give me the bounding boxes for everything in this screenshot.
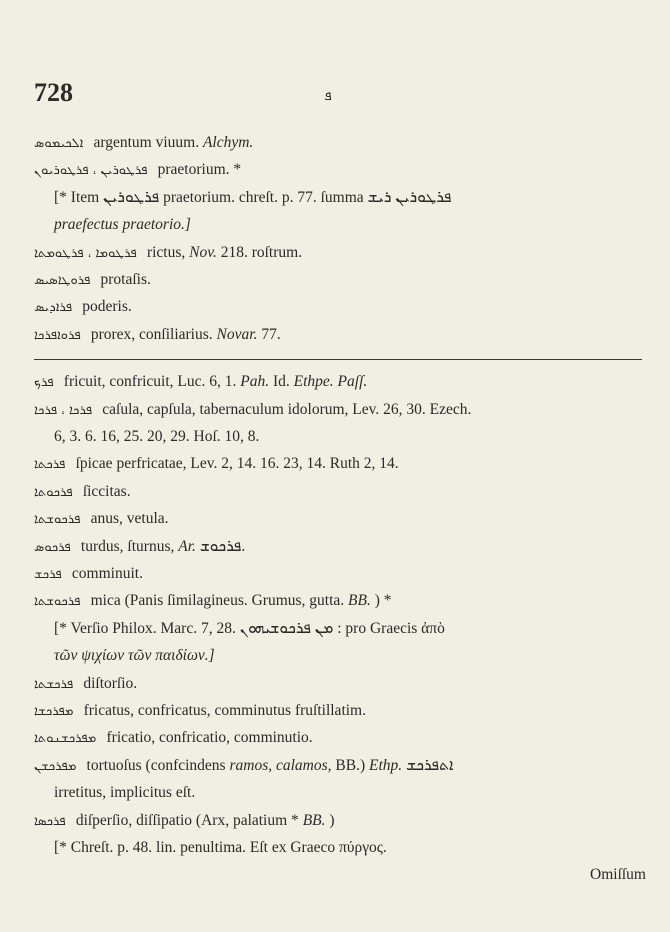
latin-text: 77. bbox=[261, 325, 281, 343]
latin-text: mica (Panis ſimilagineus. Grumus, gutta. bbox=[90, 592, 349, 610]
entry-line bbox=[34, 244, 302, 262]
latin-text: ܐܬܦܪܟܫ bbox=[406, 756, 454, 774]
latin-text: caſula, capſula, tabernaculum idolorum, Lev. 26, 30. Ezech. bbox=[102, 400, 472, 418]
italic-reference: praefectus praetorio.] bbox=[54, 216, 191, 234]
entry-line bbox=[54, 784, 195, 802]
latin-text: fricatus, confricatus, comminutus fruſtillatim. bbox=[83, 702, 366, 719]
entry-line bbox=[34, 483, 131, 501]
latin-text: rictus, bbox=[146, 243, 190, 261]
latin-text: ܦܪܟܘܫ. bbox=[199, 537, 246, 555]
latin-text: prorex, conſiliarius. bbox=[90, 325, 217, 343]
entry-line bbox=[34, 675, 137, 693]
italic-reference: BB. bbox=[348, 592, 375, 610]
syriac-headword: ܐܠܟܝܡܘܣ bbox=[34, 136, 88, 151]
entry-line bbox=[34, 510, 169, 528]
entry-line bbox=[34, 326, 281, 344]
latin-text: ſpicae perfricatae, Lev. 2, 14. 16. 23, 14. Ruth 2, 14. bbox=[75, 455, 399, 473]
entry-line bbox=[34, 538, 245, 556]
latin-text: tortuoſus (confcindens bbox=[86, 756, 230, 774]
syriac-headword: ܦܪܛܘܪܝܢ ، ܦܪܛܘܪܝܘܢ bbox=[34, 163, 152, 179]
italic-reference: Novar. bbox=[216, 325, 262, 343]
latin-text: anus, vetula. bbox=[90, 510, 169, 528]
entry-line bbox=[54, 216, 191, 234]
entry-line bbox=[34, 729, 313, 747]
italic-reference: ramos, calamos, bbox=[229, 756, 336, 774]
entry-line bbox=[34, 565, 143, 583]
latin-text: fricatio, confricatio, comminutio. bbox=[106, 729, 313, 747]
latin-text: [* Item ܦܪܛܘܪܝܢ praetorium. chreſt. p. 77. ſumma ܦܪܛܘܪܝܢ ܪܝܫ bbox=[54, 188, 452, 206]
syriac-headword: ܦܪܛܘܡܐ ، ܦܪܛܘܡܬܐ bbox=[34, 245, 141, 261]
syriac-headword: ܦܪܟܘܫܬܐ bbox=[34, 594, 85, 610]
latin-text: diſtorſio. bbox=[83, 674, 138, 692]
latin-text: poderis. bbox=[82, 298, 132, 316]
italic-reference: Alchym. bbox=[202, 134, 254, 151]
latin-text: 218. roſtrum. bbox=[220, 243, 303, 261]
syriac-headword: ܦܪܘܛܐܣܝܣ bbox=[34, 273, 95, 288]
syriac-headword: ܦܪܟܘܫܬܐ bbox=[34, 512, 85, 528]
italic-reference: Nov. bbox=[189, 243, 221, 261]
entry-line bbox=[34, 812, 335, 830]
syriac-headword: ܦܪܟܣܐ bbox=[34, 813, 70, 829]
italic-reference: Ethpe. Paſſ. bbox=[293, 373, 368, 391]
latin-text: protaſis. bbox=[100, 271, 151, 288]
latin-text: ) bbox=[329, 811, 335, 829]
syriac-headword: ܡܦܪܟܫܢ bbox=[34, 758, 81, 774]
syriac-headword: ܦܪܟܬܐ bbox=[34, 457, 70, 473]
italic-reference: Pah. bbox=[240, 373, 273, 391]
entry-line bbox=[34, 161, 241, 179]
entry-line bbox=[54, 839, 387, 857]
entry-line bbox=[34, 702, 366, 720]
latin-text: irretitus, implicitus eſt. bbox=[54, 784, 196, 802]
latin-text: ſiccitas. bbox=[82, 482, 131, 500]
latin-text: Omiſſum bbox=[590, 866, 646, 884]
latin-text: [* Chreſt. p. 48. lin. penultima. Eſt ex Graeco πύργος. bbox=[54, 839, 387, 856]
latin-text: BB.) bbox=[335, 756, 369, 774]
italic-reference: BB. bbox=[302, 811, 330, 829]
syriac-headword: ܦܪܘܐܦܪܟܐ bbox=[34, 327, 85, 343]
entry-line bbox=[34, 298, 132, 316]
entry-line bbox=[34, 757, 453, 775]
syriac-headword: ܦܪܟܫܬܐ bbox=[34, 676, 78, 692]
latin-text: praetorium. * bbox=[157, 161, 242, 179]
latin-text: Id. bbox=[272, 373, 294, 391]
latin-text: argentum viuum. bbox=[93, 134, 203, 151]
entry-line bbox=[34, 271, 151, 289]
syriac-headword: ܡܦܪܟܫܐ bbox=[34, 704, 78, 719]
latin-text: diſperſio, diſſipatio (Arx, palatium * bbox=[75, 811, 303, 829]
entry-line bbox=[34, 373, 367, 391]
entry-line bbox=[54, 647, 215, 665]
entry-line bbox=[590, 866, 646, 884]
entry-line bbox=[34, 401, 471, 419]
header-letter: ܦ bbox=[324, 88, 332, 104]
entry-line bbox=[34, 592, 392, 610]
entry-line bbox=[34, 455, 399, 473]
entry-line bbox=[54, 620, 445, 638]
syriac-headword: ܦܪܟܘܣ bbox=[34, 539, 75, 555]
latin-text: [* Verſio Philox. Marc. 7, 28. ܡܢ ܦܪܟܘܫܝܗܘܢ : pro Graecis ἀπὸ bbox=[54, 619, 445, 637]
italic-reference: τῶν ψιχίων τῶν παιδίων.] bbox=[54, 647, 215, 665]
latin-text: 6, 3. 6. 16, 25. 20, 29. Hoſ. 10, 8. bbox=[54, 428, 260, 445]
latin-text: comminuit. bbox=[71, 565, 143, 582]
page-header bbox=[34, 74, 634, 114]
syriac-headword: ܦܪܟܘܬܐ bbox=[34, 484, 77, 500]
syriac-headword: ܦܪܟ bbox=[34, 375, 58, 391]
italic-reference: Ethp. bbox=[368, 756, 407, 774]
section-divider bbox=[34, 359, 642, 360]
entry-line bbox=[54, 428, 259, 446]
latin-text: fricuit, confricuit, Luc. 6, 1. bbox=[63, 373, 241, 391]
latin-text: ) * bbox=[374, 592, 392, 610]
syriac-headword: ܦܪܟܫ bbox=[34, 567, 66, 582]
page-number: 728 bbox=[34, 78, 73, 107]
italic-reference: Ar. bbox=[178, 537, 200, 555]
entry-line bbox=[54, 189, 451, 207]
entry-line bbox=[34, 134, 253, 152]
syriac-headword: ܡܦܪܟܫܢܘܬܐ bbox=[34, 731, 101, 747]
syriac-headword: ܦܪܟܐ ، ܦܪܟܐ bbox=[34, 402, 97, 418]
latin-text: turdus, ſturnus, bbox=[80, 537, 179, 555]
syriac-headword: ܦܪܐܕܝܣ bbox=[34, 300, 77, 316]
